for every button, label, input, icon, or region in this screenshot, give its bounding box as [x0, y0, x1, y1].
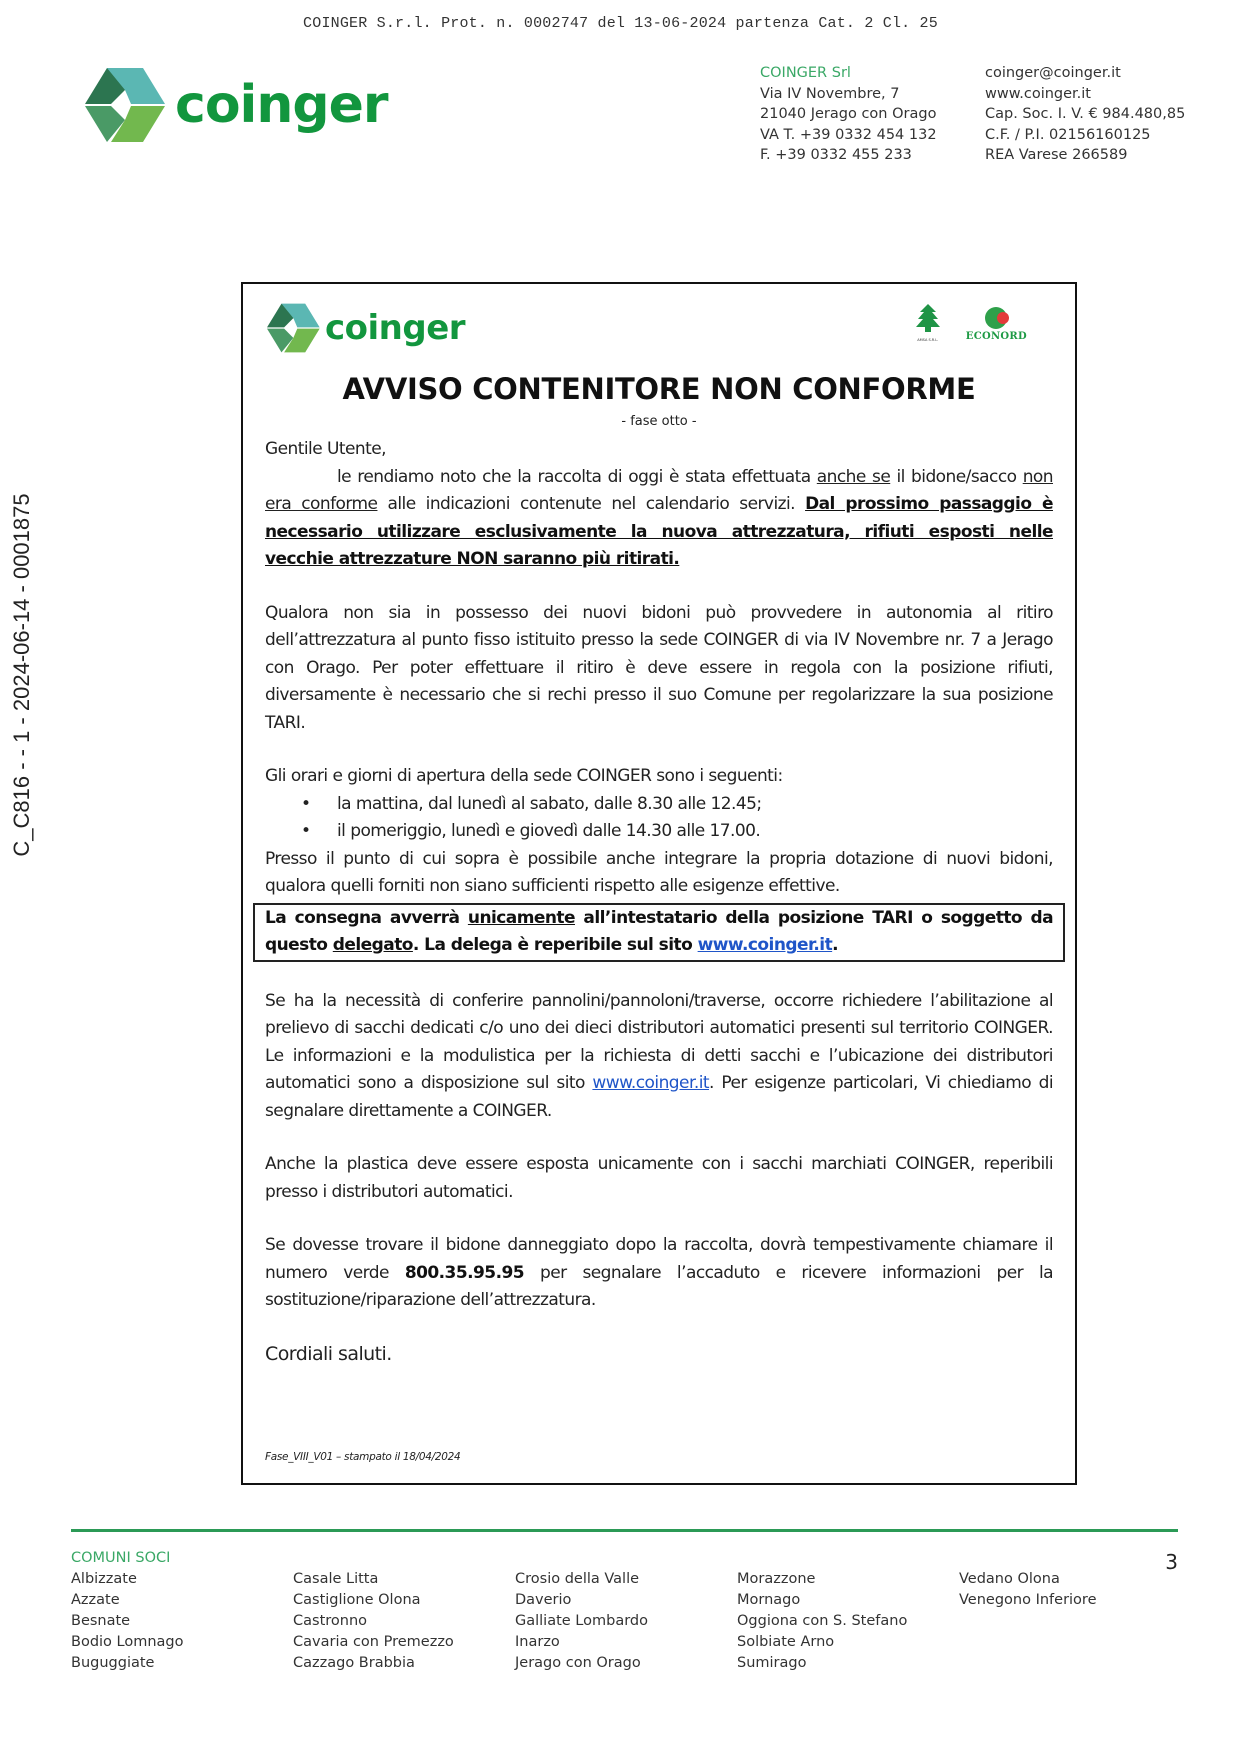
company-phone: VA T. +39 0332 454 132: [760, 126, 937, 143]
company-capital: Cap. Soc. I. V. € 984.480,85: [985, 106, 1186, 122]
paragraph-pickup-info: Qualora non sia in possesso dei nuovi bidoni può provvedere in autonomia al ritiro dell’attrezzatura al punto fisso istituito presso la sede COINGER di via IV Novembre nr. 7 a Jerago con Orago. Per poter effettuare il ritiro è deve essere in regola con la posizione rifiuti, diversamente è necessario che si rechi presso il suo Comune per regolarizzare la sua posizione TARI.: [265, 602, 1053, 733]
municipality: Buguggiate: [71, 1655, 155, 1671]
company-fax: F. +39 0332 455 233: [760, 147, 912, 163]
delivery-notice-text: [265, 905, 1053, 960]
company-rea: REA Varese 266589: [985, 147, 1128, 163]
notice-coinger-wordmark: coinger: [325, 308, 466, 348]
company-website[interactable]: www.coinger.it: [985, 85, 1091, 102]
toll-free-number: 800.35.95.95: [404, 1262, 525, 1283]
notice-title: AVVISO CONTENITORE NON CONFORME: [342, 372, 976, 406]
company-name: COINGER Srl: [760, 65, 851, 81]
page-number: 3: [1165, 1550, 1178, 1574]
p6-text-a: Se dovesse trovare il bidone danneggiato dopo la raccolta, dovrà tempestivamente chiamare il numero verde: [265, 1235, 1053, 1283]
member-municipalities-label: COMUNI SOCI: [71, 1550, 171, 1566]
hours-item-morning: • la mattina, dal lunedì al sabato, dalle 8.30 alle 12.45;: [337, 791, 1053, 819]
side-document-code: C_C816 - - 1 - 2024-06-14 - 0001875: [9, 493, 34, 857]
partner-tree-logo: [914, 304, 942, 342]
footer-divider: [71, 1529, 1178, 1532]
partner-tree-caption: AMSA S.R.L.: [917, 338, 939, 342]
company-legal-info: [985, 63, 1185, 166]
p1-warning-bold: Dal prossimo passaggio è necessario utilizzare esclusivamente la nuova attrezzatura, rifiuti esposti nelle vecchie attrezzature NON saranno più ritirati.: [265, 494, 1053, 569]
p6-text-b: per segnalare l’accaduto e ricevere informazioni per la sostituzione/riparazione dell’attrezzatura.: [265, 1262, 1053, 1310]
company-email[interactable]: coinger@coinger.it: [985, 65, 1121, 81]
municipality: Casale Litta: [293, 1571, 379, 1587]
coinger-website-link[interactable]: www.coinger.it: [697, 935, 833, 955]
notice-subtitle: - fase otto -: [621, 414, 697, 429]
municipality: Cavaria con Premezzo: [293, 1634, 454, 1650]
delivery-notice-box: [253, 903, 1065, 962]
protocol-stamp: COINGER S.r.l. Prot. n. 0002747 del 13-06-2024 partenza Cat. 2 Cl. 25: [303, 15, 938, 32]
member-municipalities: [71, 1548, 1181, 1674]
hours-intro: Gli orari e giorni di apertura della sede COINGER sono i seguenti:: [265, 766, 783, 786]
coinger-logo-icon: [267, 302, 321, 354]
municipality: Oggiona con S. Stefano: [737, 1613, 908, 1629]
box-underline-delegato: delegato: [332, 935, 413, 955]
municipality-column: [515, 1569, 737, 1674]
coinger-wordmark: coinger: [175, 75, 388, 135]
municipality: Venegono Inferiore: [959, 1592, 1097, 1608]
notice-document: [241, 282, 1077, 1485]
tree-icon: [914, 304, 942, 338]
municipality: Daverio: [515, 1592, 572, 1608]
paragraph-extra-bins: Presso il punto di cui sopra è possibile anche integrare la propria dotazione di nuovi bidoni, qualora quelli forniti non siano sufficienti rispetto alle esigenze effettive.: [265, 848, 1053, 896]
paragraph-plastic: Anche la plastica deve essere esposta unicamente con i sacchi marchiati COINGER, reperibili presso i distributori automatici.: [265, 1154, 1053, 1202]
print-footnote: Fase_VIII_V01 – stampato il 18/04/2024: [265, 1451, 461, 1463]
company-tax-id: C.F. / P.I. 02156160125: [985, 126, 1151, 143]
econord-logo: [966, 307, 1027, 342]
municipality: Galliate Lombardo: [515, 1613, 648, 1629]
box-text-d: .: [832, 935, 839, 955]
company-street: Via IV Novembre, 7: [760, 85, 900, 102]
box-text-b: all’intestatario della posizione TARI o soggetto da questo: [265, 907, 1054, 955]
paragraph-collection-notice: [265, 464, 1053, 574]
notice-body: [265, 436, 1053, 1368]
municipality-column: [293, 1569, 515, 1674]
municipality: Vedano Olona: [959, 1571, 1060, 1587]
p1-text-a: le rendiamo noto che la raccolta di oggi è stata effettuata: [337, 466, 817, 487]
coinger-logo: [85, 66, 388, 144]
municipality: Castronno: [293, 1613, 368, 1629]
partner-logos: [914, 304, 1027, 342]
municipality: Jerago con Orago: [515, 1655, 641, 1671]
paragraph-damaged-bin: [265, 1232, 1053, 1315]
p4-text-a: Se ha la necessità di conferire pannolini/pannoloni/traverse, occorre richiedere l’abilitazione al prelievo di sacchi dedicati c/o uno dei dieci distributori automatici presenti sul territorio COINGER. Le informazioni e la modulistica per la richiesta di detti sacchi e l’ubicazione dei distributori automatici sono a disposizione sul sito: [265, 990, 1053, 1093]
municipality: Bodio Lomnago: [71, 1634, 184, 1650]
econord-mark-icon: [985, 307, 1007, 329]
p1-text-c: alle indicazioni contenute nel calendario servizi.: [377, 494, 806, 514]
coinger-logo-icon: [85, 66, 167, 144]
greeting: Gentile Utente,: [265, 439, 387, 459]
company-city: 21040 Jerago con Orago: [760, 106, 937, 122]
municipality: Crosio della Valle: [515, 1571, 640, 1587]
municipality-column: [959, 1569, 1181, 1674]
municipality: Albizzate: [71, 1571, 137, 1587]
municipality: Azzate: [71, 1592, 120, 1608]
closing: Cordiali saluti.: [265, 1342, 392, 1365]
coinger-website-link[interactable]: www.coinger.it: [592, 1073, 709, 1093]
p1-underline-non-conforme: non era conforme: [265, 466, 1053, 514]
municipality-column: [737, 1569, 959, 1674]
p1-text-b: il bidone/sacco: [890, 466, 1023, 487]
municipality: Castiglione Olona: [293, 1592, 421, 1608]
box-text-a: La consegna avverrà: [265, 907, 468, 928]
box-underline-unicamente: unicamente: [467, 907, 575, 928]
p4-text-b: . Per esigenze particolari, Vi chiediamo di segnalare direttamente a COINGER.: [265, 1073, 1053, 1121]
municipality: Mornago: [737, 1592, 801, 1608]
box-text-c: . La delega è reperibile sul sito: [412, 935, 698, 955]
econord-name: ECONORD: [965, 331, 1027, 342]
municipality: Morazzone: [737, 1571, 816, 1587]
municipality: Besnate: [71, 1613, 131, 1629]
paragraph-diapers: [265, 988, 1053, 1126]
hours-list: [265, 791, 1053, 846]
municipality: Inarzo: [515, 1634, 560, 1650]
municipality-column: [71, 1569, 293, 1674]
notice-coinger-logo: [267, 302, 465, 354]
p1-underline-anche-se: anche se: [816, 466, 891, 487]
hours-item-afternoon: • il pomeriggio, lunedì e giovedì dalle 14.30 alle 17.00.: [337, 818, 1053, 846]
municipality: Solbiate Arno: [737, 1634, 835, 1650]
municipality: Sumirago: [737, 1655, 807, 1671]
company-address: [760, 63, 937, 166]
municipality: Cazzago Brabbia: [293, 1655, 415, 1671]
